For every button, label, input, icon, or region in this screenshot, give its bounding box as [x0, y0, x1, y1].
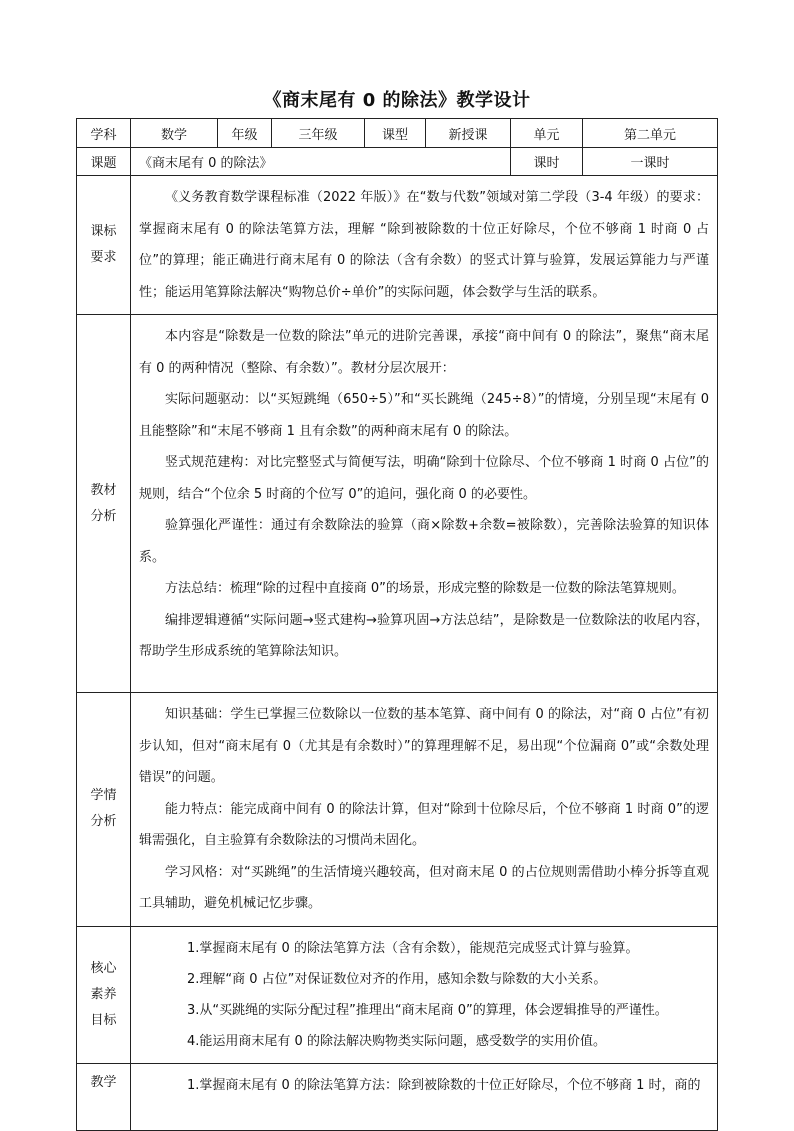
- teaching-cell: [131, 1063, 718, 1130]
- hours-label: 课时: [511, 148, 583, 176]
- material-analysis-label: 教材 分析: [77, 315, 131, 693]
- material-paragraph: 方法总结：梳理“除的过程中直接商 0”的场景，形成完整的除数是一位数的除法笔算规则。: [165, 581, 685, 596]
- student-analysis-row: [77, 693, 718, 927]
- material-paragraph: 实际问题驱动：以“买短跳绳（650÷5）”和“买长跳绳（245÷8）”的情境，分别呈现“末尾有 0 且能整除”和“末尾不够商 1 且有余数”的两种商末尾有 0 的除法。: [139, 392, 709, 439]
- teaching-label: 教学: [77, 1063, 131, 1130]
- teaching-item: 1.掌握商末尾有 0 的除法笔算方法：除到被除数的十位正好除尽，个位不够商 1 时，商的: [187, 1077, 701, 1093]
- subject-value: 数学: [131, 119, 218, 148]
- hours-value: 一课时: [583, 148, 718, 176]
- document-title: 《商末尾有 0 的除法》教学设计: [263, 90, 531, 111]
- goal-item: 1.掌握商末尾有 0 的除法笔算方法（含有余数），能规范完成竖式计算与验算。: [187, 940, 639, 956]
- grade-value: 三年级: [272, 119, 365, 148]
- core-goals-label: 核心 素养 目标: [77, 926, 131, 1063]
- goal-item: 2.理解“商 0 占位”对保证数位对齐的作用，感知余数与除数的大小关系。: [187, 971, 607, 987]
- goal-item: 3.从“买跳绳的实际分配过程”推理出“商末尾商 0”的算理，体会逻辑推导的严谨性。: [187, 1002, 668, 1018]
- standards-row: [77, 176, 718, 315]
- standards-label: 课标 要求: [77, 176, 131, 315]
- topic-value: 《商末尾有 0 的除法》: [131, 148, 511, 176]
- topic-label: 课题: [77, 148, 131, 176]
- subject-label: 学科: [77, 119, 131, 148]
- material-analysis-row: [77, 315, 718, 693]
- lesson-type-label: 课型: [365, 119, 426, 148]
- lesson-plan-table: [76, 118, 718, 1131]
- core-goals-row: [77, 926, 718, 1063]
- standards-text: 《义务教育数学课程标准（2022 年版）》在“数与代数”领域对第二学段（3-4 年级）的要求：掌握商末尾有 0 的除法笔算方法，理解 “除到被除数的十位正好除尽，个位不够商 1 时商 0 占位”的算理；能正确进行商末尾有 0 的除法（含有余数）的竖式计算与验算，发展运算能力与严谨性；能运用笔算除法解决“购物总价÷单价”的实际问题，体会数学与生活的联系。: [139, 190, 709, 300]
- lesson-type-value: 新授课: [426, 119, 511, 148]
- unit-label: 单元: [511, 119, 583, 148]
- material-paragraph: 竖式规范建构：对比完整竖式与简便写法，明确“除到十位除尽、个位不够商 1 时商 0 占位”的规则，结合“个位余 5 时商的个位写 0”的追问，强化商 0 的必要性。: [139, 455, 709, 502]
- student-analysis-label: 学情 分析: [77, 693, 131, 927]
- info-row-1: [77, 119, 718, 148]
- info-row-2: [77, 148, 718, 176]
- unit-value: 第二单元: [583, 119, 718, 148]
- grade-label: 年级: [218, 119, 272, 148]
- material-paragraph: 验算强化严谨性：通过有余数除法的验算（商×除数+余数=被除数），完善除法验算的知识体系。: [139, 518, 709, 565]
- material-analysis-cell: [131, 315, 718, 693]
- student-paragraph: 学习风格：对“买跳绳”的生活情境兴趣较高，但对商末尾 0 的占位规则需借助小棒分拆等直观工具辅助，避免机械记忆步骤。: [139, 864, 709, 911]
- teaching-row: [77, 1063, 718, 1130]
- student-analysis-cell: [131, 693, 718, 927]
- standards-text-cell: [131, 176, 718, 315]
- student-paragraph: 知识基础：学生已掌握三位数除以一位数的基本笔算、商中间有 0 的除法，对“商 0 占位”有初步认知，但对“商末尾有 0（尤其是有余数时）”的算理理解不足，易出现“个位漏商 0”或“余数处理错误”的问题。: [139, 707, 709, 785]
- student-paragraph: 能力特点：能完成商中间有 0 的除法计算，但对“除到十位除尽后，个位不够商 1 时商 0”的逻辑需强化，自主验算有余数除法的习惯尚未固化。: [139, 801, 709, 848]
- core-goals-cell: [131, 926, 718, 1063]
- material-paragraph: 本内容是“除数是一位数的除法”单元的进阶完善课，承接“商中间有 0 的除法”，聚焦“商末尾有 0 的两种情况（整除、有余数）”。教材分层次展开：: [139, 329, 709, 376]
- goal-item: 4.能运用商末尾有 0 的除法解决购物类实际问题，感受数学的实用价值。: [187, 1033, 606, 1049]
- material-paragraph: 编排逻辑遵循“实际问题→竖式建构→验算巩固→方法总结”，是除数是一位数除法的收尾内容，帮助学生形成系统的笔算除法知识。: [139, 612, 709, 659]
